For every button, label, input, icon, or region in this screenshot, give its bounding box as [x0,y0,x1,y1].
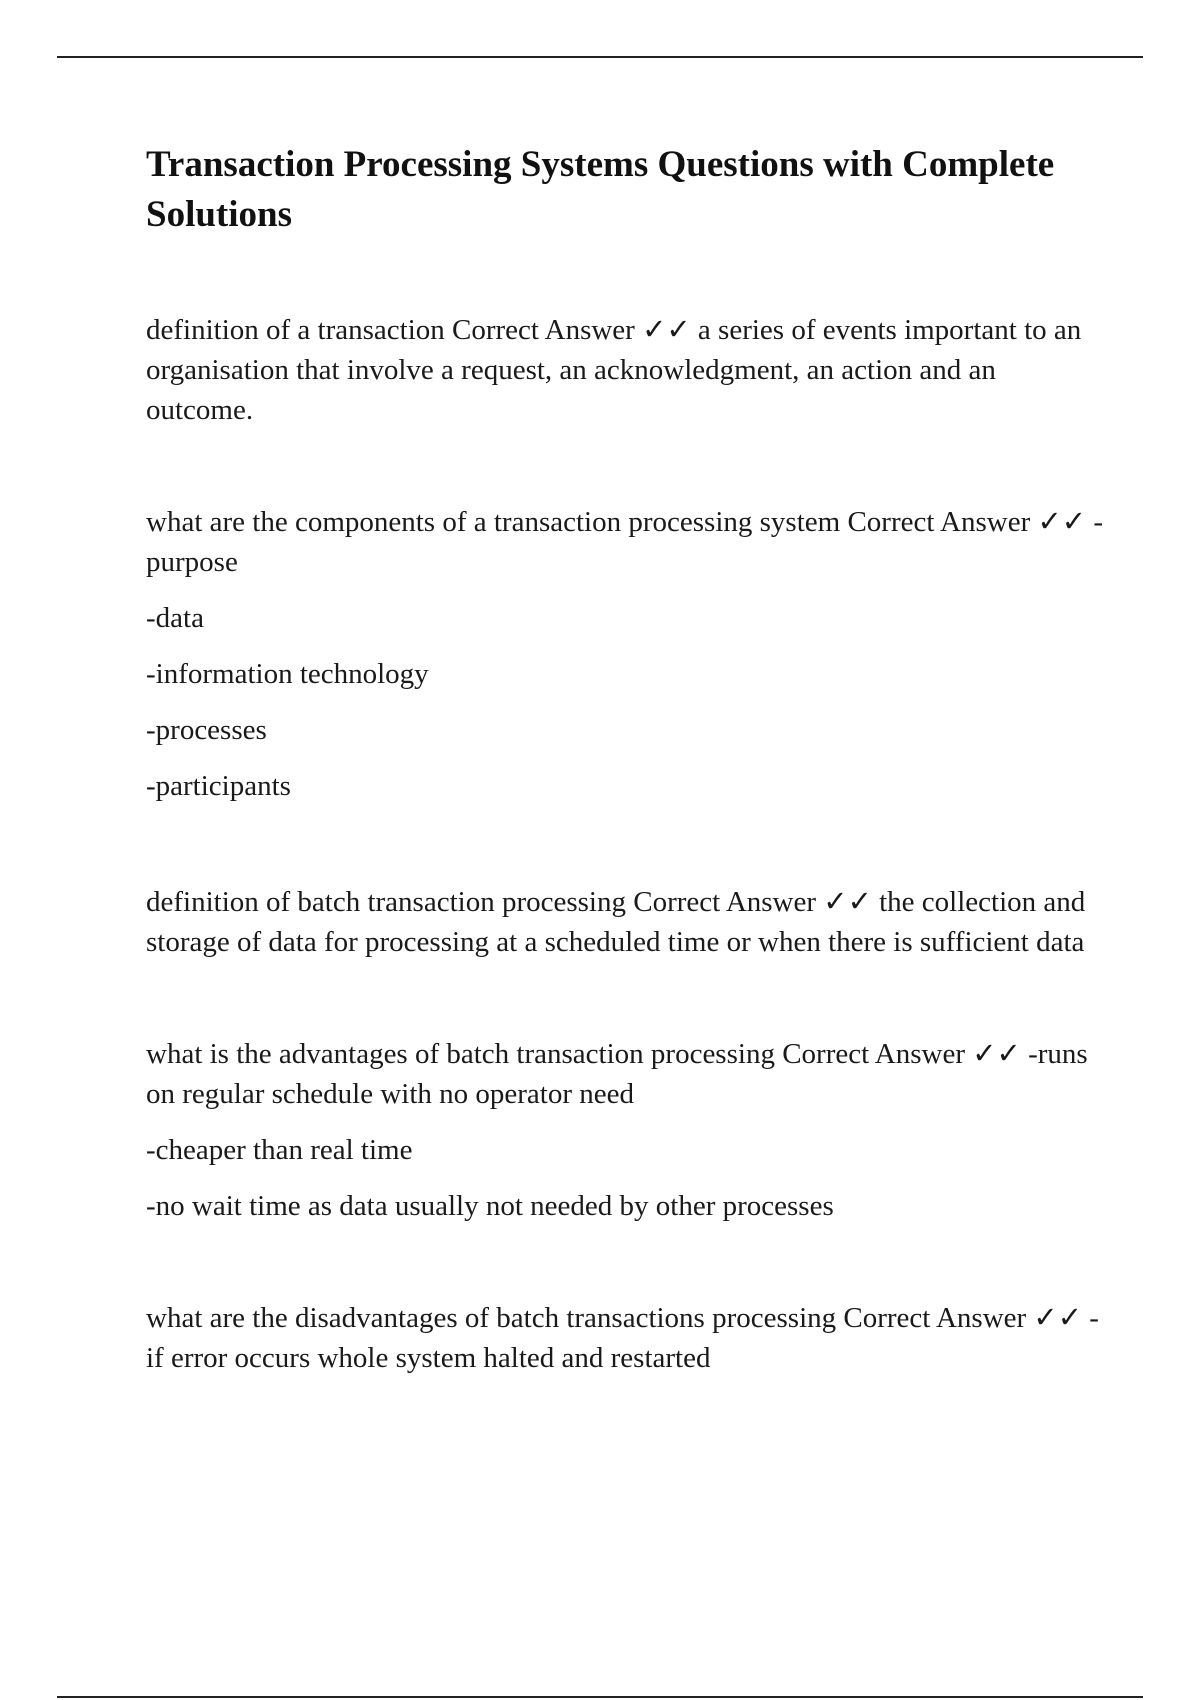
top-rule [57,56,1143,58]
document-title: Transaction Processing Systems Questions with Complete Solutions [146,144,1055,235]
qa-answer-line: -cheaper than real time [146,1134,413,1166]
qa-item-batch-definition [146,882,1106,962]
qa-item-batch-disadvantages [146,1298,1106,1378]
qa-text: what is the advantages of batch transaction processing Correct Answer ✓✓ -runs on regular schedule with no operator need [146,1038,1088,1110]
qa-item-transaction-definition [146,310,1106,430]
qa-answer-line: -no wait time as data usually not needed by other processes [146,1190,834,1222]
qa-text: what are the disadvantages of batch transactions processing Correct Answer ✓✓ -if error occurs whole system halted and restarted [146,1302,1099,1374]
bottom-rule [57,1696,1143,1698]
qa-text: what are the components of a transaction processing system Correct Answer ✓✓ -purpose [146,506,1103,578]
qa-item-batch-advantages [146,1034,1106,1226]
document-page [146,140,1106,1378]
qa-text: definition of batch transaction processing Correct Answer ✓✓ the collection and storage of data for processing at a scheduled time or when there is sufficient data [146,886,1086,958]
qa-answer-line: -information technology [146,658,429,690]
qa-answer-line: -participants [146,770,291,802]
qa-answer-line: -processes [146,714,267,746]
qa-text: definition of a transaction Correct Answer ✓✓ a series of events important to an organisation that involve a request, an acknowledgment, an action and an outcome. [146,314,1082,426]
qa-item-tps-components [146,502,1106,806]
qa-answer-line: -data [146,602,204,634]
